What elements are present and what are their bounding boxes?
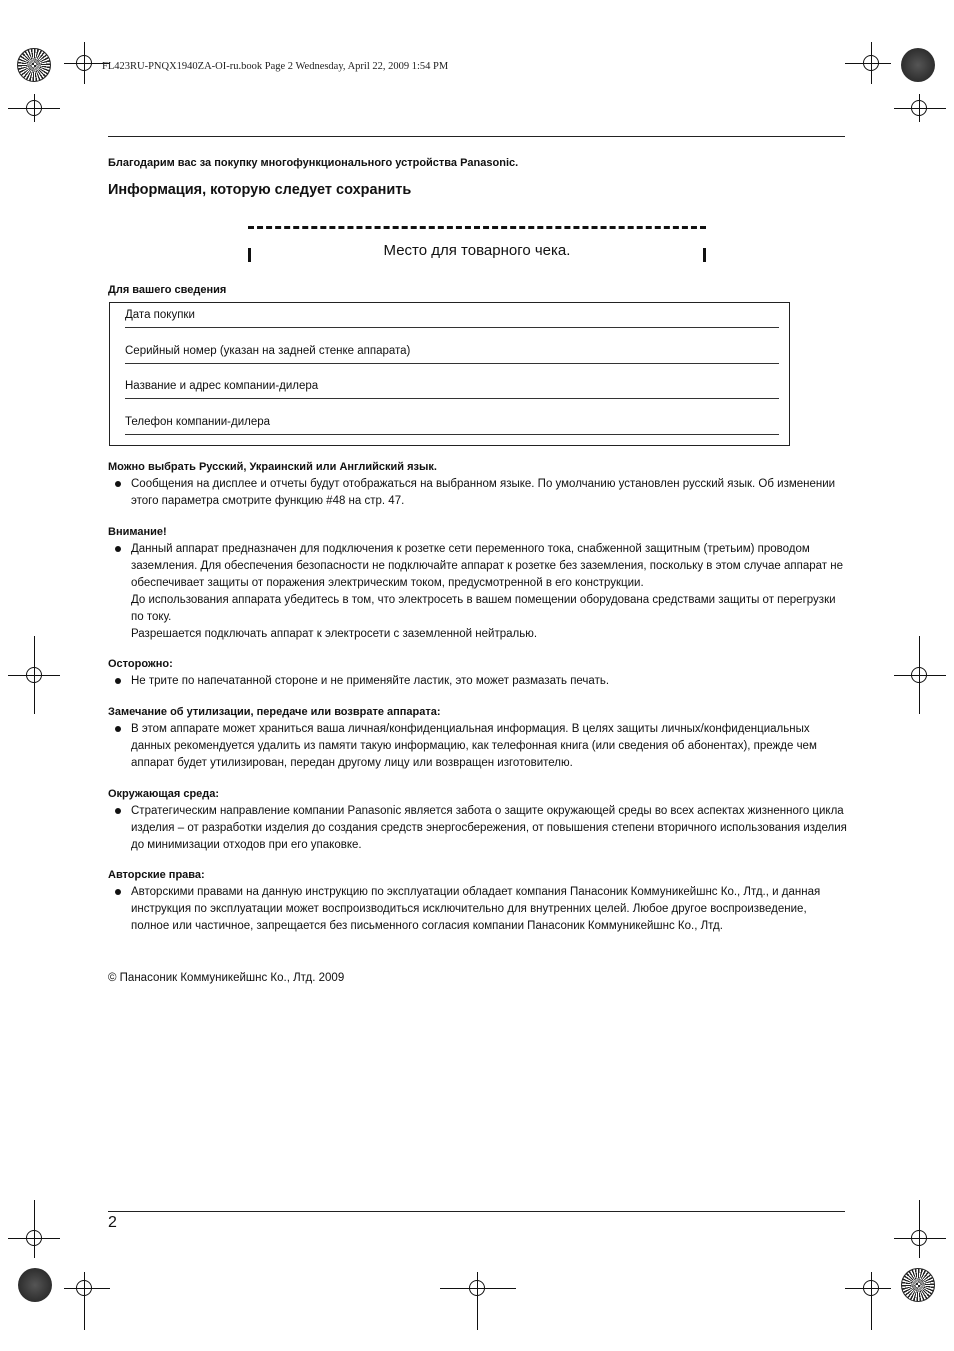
target-mark-icon bbox=[863, 55, 879, 71]
registration-mark-icon bbox=[18, 1268, 52, 1302]
registration-mark-icon bbox=[901, 1268, 935, 1302]
target-mark-icon bbox=[26, 1230, 42, 1246]
list-item-continuation: Разрешается подключать аппарат к электросети с заземленной нейтралью. bbox=[131, 628, 538, 640]
info-row-dealer-address: Название и адрес компании-дилера bbox=[125, 380, 779, 399]
print-header: FL423RU-PNQX1940ZA-OI-ru.book Page 2 Wednesday, April 22, 2009 1:54 PM bbox=[102, 61, 449, 72]
info-label: Для вашего сведения bbox=[108, 284, 227, 296]
bottom-rule bbox=[108, 1211, 845, 1212]
list-item: Не трите по напечатанной стороне и не применяйте ластик, это может размазать печать. bbox=[108, 673, 848, 690]
target-mark-icon bbox=[469, 1280, 485, 1296]
section-environment bbox=[108, 786, 848, 854]
info-row-dealer-phone: Телефон компании-дилера bbox=[125, 416, 779, 435]
bullet-icon bbox=[115, 678, 121, 684]
section-disposal bbox=[108, 704, 848, 772]
section-heading: Осторожно: bbox=[108, 658, 173, 670]
bullet-icon bbox=[115, 889, 121, 895]
top-rule bbox=[108, 136, 845, 137]
target-mark-icon bbox=[26, 667, 42, 683]
target-mark-icon bbox=[911, 1230, 927, 1246]
section-caution bbox=[108, 656, 848, 690]
section-warning bbox=[108, 524, 848, 643]
page-title: Информация, которую следует сохранить bbox=[108, 182, 412, 198]
section-language bbox=[108, 459, 848, 510]
info-box bbox=[109, 302, 790, 446]
page-number: 2 bbox=[108, 1214, 117, 1231]
receipt-placeholder-box bbox=[248, 226, 706, 262]
registration-mark-icon bbox=[901, 48, 935, 82]
bullet-icon bbox=[115, 808, 121, 814]
receipt-placeholder-text: Место для товарного чека. bbox=[383, 242, 571, 259]
target-mark-icon bbox=[911, 100, 927, 116]
target-mark-icon bbox=[863, 1280, 879, 1296]
section-heading: Можно выбрать Русский, Украинский или Английский язык. bbox=[108, 461, 437, 473]
section-heading: Внимание! bbox=[108, 526, 167, 538]
list-item: Данный аппарат предназначен для подключения к розетке сети переменного тока, снабженной защитным (третьим) проводом заземления. Для обеспечения безопасности не подключайте аппарат к розетке без заземления, поскольку в этом случае аппарат не обеспечивает защиты от поражения электрическим током, предусмотренной в его конструкции. bbox=[108, 541, 848, 592]
crop-mark-icon bbox=[34, 1200, 35, 1258]
list-item: Сообщения на дисплее и отчеты будут отображаться на выбранном языке. По умолчанию установлен русский язык. Об изменении этого параметра смотрите функцию #48 на стр. 47. bbox=[108, 476, 848, 510]
intro-text: Благодарим вас за покупку многофункционального устройства Panasonic. bbox=[108, 157, 519, 169]
target-mark-icon bbox=[76, 55, 92, 71]
list-item-continuation: До использования аппарата убедитесь в том, что электросеть в вашем помещении оборудована средствами защиты от перегрузки по току. bbox=[131, 594, 836, 623]
target-mark-icon bbox=[26, 100, 42, 116]
bullet-icon bbox=[115, 481, 121, 487]
bullet-icon bbox=[115, 726, 121, 732]
target-mark-icon bbox=[911, 667, 927, 683]
registration-mark-icon bbox=[17, 48, 51, 82]
section-copyright bbox=[108, 867, 848, 935]
target-mark-icon bbox=[76, 1280, 92, 1296]
section-heading: Авторские права: bbox=[108, 869, 205, 881]
dashed-border bbox=[248, 226, 706, 229]
list-item: Авторскими правами на данную инструкцию по эксплуатации обладает компания Панасоник Коммуникейшнс Ко., Лтд., и данная инструкция по эксплуатации может воспроизводиться исключительно для внутренних целей. Любое другое воспроизведение, полное или частичное, запрещается без письменного согласия компании Панасоник Коммуникейшнс Ко., Лтд. bbox=[108, 884, 848, 935]
info-row-serial-number: Серийный номер (указан на задней стенке аппарата) bbox=[125, 345, 779, 364]
list-item: В этом аппарате может храниться ваша личная/конфиденциальная информация. В целях защиты личных/конфиденциальных данных рекомендуется удалить из памяти такую информацию, как телефонная книга (или сведения об абонентах), прежде чем аппарат будет утилизирован, передан другому лицу или возвращен изготовителю. bbox=[108, 721, 848, 772]
info-row-purchase-date: Дата покупки bbox=[125, 309, 779, 328]
section-heading: Замечание об утилизации, передаче или возврате аппарата: bbox=[108, 706, 441, 718]
list-item: Стратегическим направление компании Panasonic является забота о защите окружающей среды во всех аспектах жизненного цикла изделия – от разработки изделия до создания средств энергосбережения, от повышения степени вторичного использования изделия до минимизации отходов при его упаковке. bbox=[108, 803, 848, 854]
crop-mark-icon bbox=[919, 1200, 920, 1258]
copyright-notice: © Панасоник Коммуникейшнс Ко., Лтд. 2009 bbox=[108, 972, 345, 984]
section-heading: Окружающая среда: bbox=[108, 788, 220, 800]
bullet-icon bbox=[115, 546, 121, 552]
